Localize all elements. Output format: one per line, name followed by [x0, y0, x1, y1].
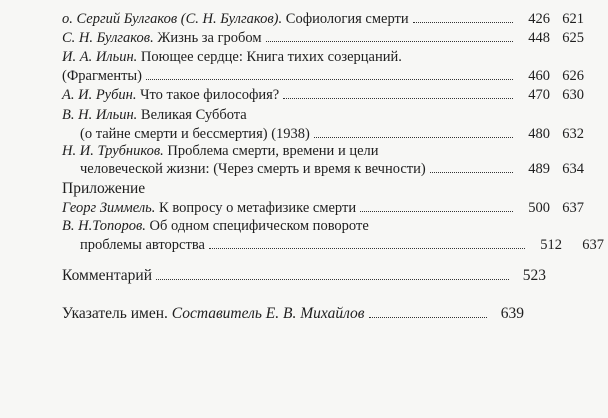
toc-entry	[62, 29, 584, 47]
toc-entry-continuation	[80, 236, 604, 254]
page-number: 639	[500, 305, 524, 322]
entry-author: Георг Зиммель.	[62, 200, 156, 216]
page-number: 512	[540, 237, 562, 253]
page-number-secondary: 637	[582, 237, 604, 253]
dot-leader	[209, 248, 525, 249]
toc-entry-continuation	[80, 160, 584, 178]
page-number: 480	[528, 126, 550, 142]
entry-author: А. И. Рубин.	[62, 87, 137, 103]
entry-title: Поющее сердце: Книга тихих созерцаний.	[140, 49, 402, 65]
toc-entry	[62, 106, 542, 124]
entry-title: Проблема смерти, времени и цели	[167, 143, 379, 159]
entry-title: Что такое философия?	[140, 87, 280, 103]
page-number: 489	[528, 161, 550, 177]
toc-entry	[62, 199, 584, 217]
page-number-secondary: 630	[562, 87, 584, 103]
entry-author: В. Н.Топоров.	[62, 218, 146, 234]
entry-title-continued: проблемы авторства	[80, 237, 205, 253]
page-number-secondary: 626	[562, 68, 584, 84]
dot-leader	[314, 137, 513, 138]
dot-leader	[430, 172, 513, 173]
page-number-secondary: 634	[562, 161, 584, 177]
page-number-secondary: 625	[562, 30, 584, 46]
dot-leader	[283, 98, 513, 99]
entry-title: Жизнь за гробом	[157, 30, 262, 46]
page-number: 500	[528, 200, 550, 216]
page-number: 448	[528, 30, 550, 46]
commentary-label: Комментарий	[62, 267, 152, 284]
appendix-heading-text: Приложение	[62, 180, 146, 197]
toc-entry	[62, 142, 542, 160]
index-label: Указатель имен.	[62, 305, 168, 322]
toc-index	[62, 305, 524, 323]
entry-title: Софиология смерти	[285, 11, 409, 27]
toc-entry	[62, 48, 542, 66]
dot-leader	[360, 211, 513, 212]
entry-title-continued: (Фрагменты)	[62, 68, 143, 84]
page-number-secondary: 632	[562, 126, 584, 142]
dot-leader	[413, 22, 513, 23]
entry-author: И. А. Ильин.	[62, 49, 138, 65]
dot-leader	[266, 41, 513, 42]
entry-title: Великая Суббота	[140, 107, 247, 123]
toc-entry	[62, 217, 542, 235]
toc-entry-continuation	[62, 67, 584, 85]
page-number: 470	[528, 87, 550, 103]
entry-author: о. Сергий Булгаков (С. Н. Булгаков).	[62, 11, 283, 27]
entry-author: В. Н. Ильин.	[62, 107, 138, 123]
entry-title: Об одном специфическом повороте	[149, 218, 369, 234]
page-number-secondary: 621	[562, 11, 584, 27]
page-number: 426	[528, 11, 550, 27]
dot-leader	[369, 317, 487, 318]
page-number: 523	[522, 267, 546, 284]
toc-entry-continuation	[80, 125, 584, 143]
page-number-secondary: 637	[562, 200, 584, 216]
index-compiler: Составитель Е. В. Михайлов	[171, 305, 365, 322]
entry-author: Н. И. Трубников.	[62, 143, 164, 159]
dot-leader	[156, 279, 509, 280]
entry-title-continued: человеческой жизни: (Через смерть и время к вечности)	[80, 161, 426, 177]
entry-title-continued: (о тайне смерти и бессмертия) (1938)	[80, 126, 310, 142]
entry-author: С. Н. Булгаков.	[62, 30, 154, 46]
dot-leader	[146, 79, 513, 80]
toc-entry	[62, 10, 584, 28]
toc-commentary	[62, 267, 546, 285]
appendix-heading	[62, 180, 145, 198]
entry-title: К вопросу о метафизике смерти	[159, 200, 357, 216]
page-number: 460	[528, 68, 550, 84]
toc-entry	[62, 86, 584, 104]
